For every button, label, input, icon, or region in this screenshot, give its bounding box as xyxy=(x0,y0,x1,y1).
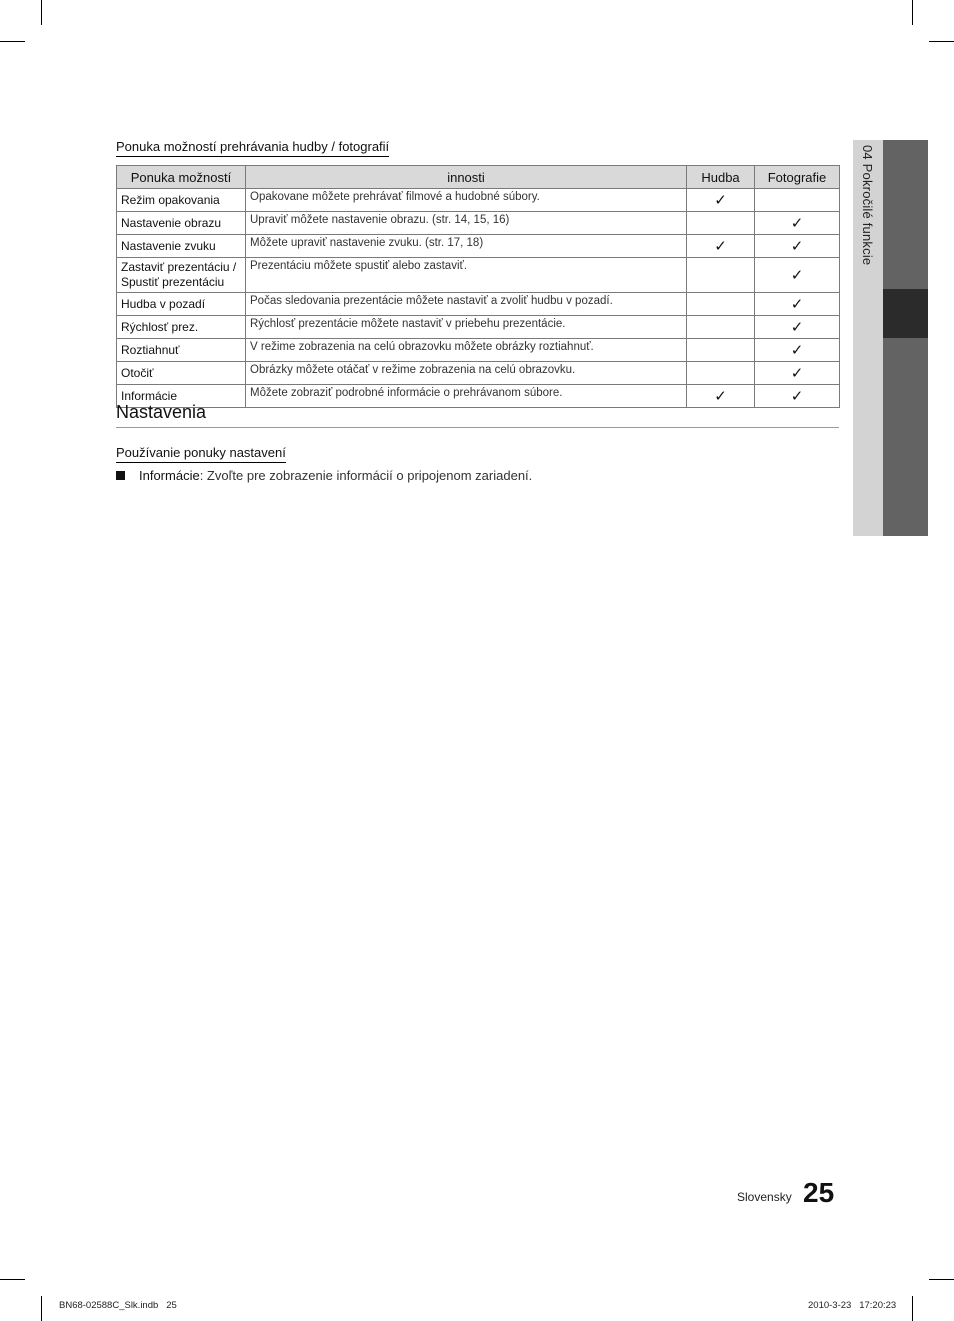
row-photo-check: ✓ xyxy=(755,212,840,235)
row-photo-check: ✓ xyxy=(755,293,840,316)
print-file-info: BN68-02588C_Slk.indb 25 xyxy=(59,1300,177,1311)
row-option-description: Môžete zobraziť podrobné informácie o prehrávanom súbore. xyxy=(246,385,687,408)
header-option-menu: Ponuka možností xyxy=(117,166,246,189)
row-option-name: Informácie xyxy=(117,385,246,408)
table-header-row xyxy=(117,166,840,189)
row-photo-check: ✓ xyxy=(755,385,840,408)
row-option-description: Upraviť môžete nastavenie obrazu. (str. 14, 15, 16) xyxy=(246,212,687,235)
table-row xyxy=(117,339,840,362)
table-row xyxy=(117,293,840,316)
row-option-description: Obrázky môžete otáčať v režime zobrazenia na celú obrazovku. xyxy=(246,362,687,385)
header-music: Hudba xyxy=(687,166,755,189)
bullet-item xyxy=(116,468,532,483)
row-option-name: Hudba v pozadí xyxy=(117,293,246,316)
row-photo-check xyxy=(755,189,840,212)
subsection-heading: Používanie ponuky nastavení xyxy=(116,445,286,463)
chapter-label: 04 Pokročilé funkcie xyxy=(860,145,875,266)
row-music-check xyxy=(687,258,755,293)
crop-mark xyxy=(0,41,25,42)
table-row xyxy=(117,235,840,258)
footer-language: Slovensky xyxy=(737,1190,792,1204)
row-music-check xyxy=(687,362,755,385)
bullet-text: : Zvoľte pre zobrazenie informácií o pripojenom zariadení. xyxy=(199,468,533,483)
row-option-name: Otočiť xyxy=(117,362,246,385)
print-date-info: 2010-3-23 17:20:23 xyxy=(808,1300,897,1311)
row-option-name: Nastavenie zvuku xyxy=(117,235,246,258)
options-table xyxy=(116,165,840,408)
row-option-description: Prezentáciu môžete spustiť alebo zastaviť. xyxy=(246,258,687,293)
row-music-check: ✓ xyxy=(687,189,755,212)
row-photo-check: ✓ xyxy=(755,258,840,293)
row-photo-check: ✓ xyxy=(755,316,840,339)
row-photo-check: ✓ xyxy=(755,339,840,362)
table-row xyxy=(117,212,840,235)
row-photo-check: ✓ xyxy=(755,235,840,258)
row-option-name: Nastavenie obrazu xyxy=(117,212,246,235)
row-option-description: Opakovane môžete prehrávať filmové a hudobné súbory. xyxy=(246,189,687,212)
row-music-check xyxy=(687,316,755,339)
row-music-check xyxy=(687,293,755,316)
row-music-check xyxy=(687,339,755,362)
row-music-check: ✓ xyxy=(687,235,755,258)
row-music-check: ✓ xyxy=(687,385,755,408)
row-option-description: V režime zobrazenia na celú obrazovku môžete obrázky roztiahnuť. xyxy=(246,339,687,362)
crop-mark xyxy=(929,1279,954,1280)
row-option-name: Zastaviť prezentáciu / Spustiť prezentáciu xyxy=(117,258,246,293)
bullet-term: Informácie xyxy=(139,468,200,483)
table-row xyxy=(117,362,840,385)
crop-mark xyxy=(0,1279,25,1280)
crop-mark xyxy=(41,0,42,25)
row-option-description: Počas sledovania prezentácie môžete nastaviť a zvoliť hudbu v pozadí. xyxy=(246,293,687,316)
crop-mark xyxy=(41,1296,42,1321)
table-row xyxy=(117,316,840,339)
row-music-check xyxy=(687,212,755,235)
crop-mark xyxy=(929,41,954,42)
chapter-tab-bar xyxy=(883,140,928,536)
chapter-tab-active-marker xyxy=(883,289,928,338)
row-option-name: Režim opakovania xyxy=(117,189,246,212)
row-option-name: Roztiahnuť xyxy=(117,339,246,362)
table-row xyxy=(117,258,840,293)
row-option-name: Rýchlosť prez. xyxy=(117,316,246,339)
section-heading: Nastavenia xyxy=(116,402,839,428)
header-photos: Fotografie xyxy=(755,166,840,189)
section-caption: Ponuka možností prehrávania hudby / fotografií xyxy=(116,139,389,157)
crop-mark xyxy=(912,0,913,25)
header-actions: innosti xyxy=(246,166,687,189)
square-bullet-icon xyxy=(116,471,125,480)
row-option-description: Rýchlosť prezentácie môžete nastaviť v priebehu prezentácie. xyxy=(246,316,687,339)
page-number: 25 xyxy=(803,1177,835,1208)
crop-mark xyxy=(912,1296,913,1321)
row-photo-check: ✓ xyxy=(755,362,840,385)
row-option-description: Môžete upraviť nastavenie zvuku. (str. 17, 18) xyxy=(246,235,687,258)
table-row xyxy=(117,189,840,212)
